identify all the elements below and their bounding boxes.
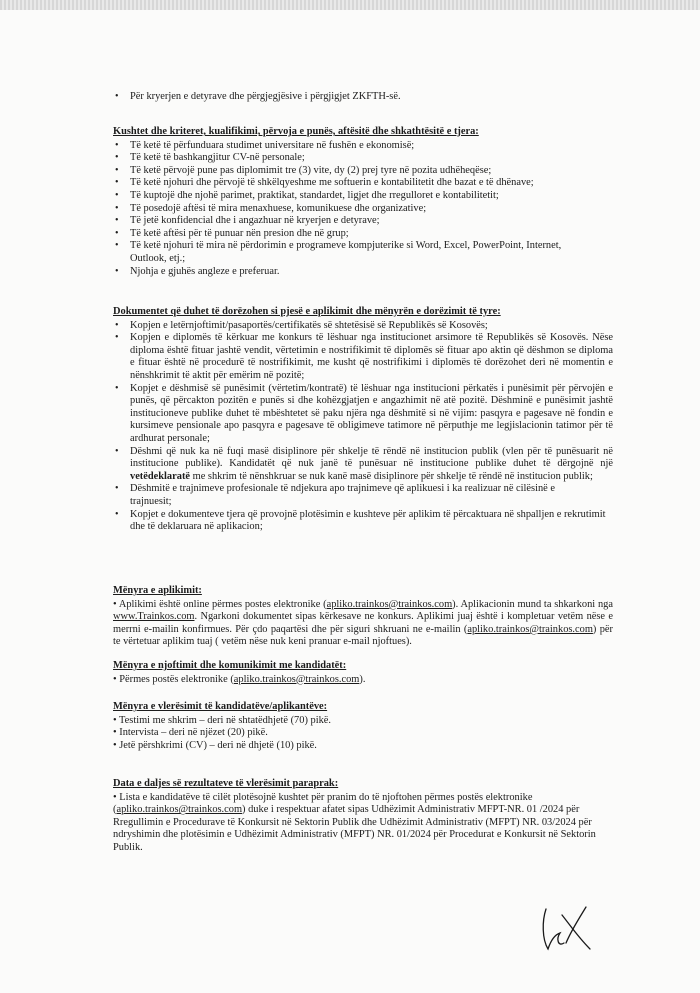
list-item — [113, 446, 613, 484]
scan-edge — [0, 0, 700, 10]
list-item: • Të ketë aftësi për të punuar nën presion dhe në grup; — [113, 228, 613, 241]
application-heading: Mënyra e aplikimit: — [113, 585, 202, 596]
paragraph-text: ). — [359, 673, 366, 685]
email-link[interactable]: apliko.trainkos@trainkos.com — [326, 598, 453, 610]
list-item: • Kopjet e dëshmisë së punësimit (vërtetim/kontratë) të lëshuar nga institucioni përkatës i punësimit për përvojën e punës, që përcakton pozitën e punës si dhe kohëzgjatjen e angazhimit në atë pozitë. Dëshminë e punësimit jashtë institucioneve publike duhet të mbështetet së paku njëra nga dëshmitë si në vijim: pasqyra e pagesave në fondin e kursimeve pensionale apo pasqyra e pagesave të obligimeve tatimore në përputhje me legjislacionin tatimor për të ardhurat personale; — [113, 383, 613, 446]
list-item: • Të kuptojë dhe njohë parimet, praktikat, standardet, ligjet dhe rregulloret e kontabilitetit; — [113, 190, 613, 203]
list-item: • Të ketë të bashkangjitur CV-në personale; — [113, 152, 613, 165]
item-text: Dëshmi që nuk ka në fuqi masë disiplinore për shkelje të rëndë në institucion publik (vlen për të punësuarit në institucione publike). Kandidatët që nuk janë të punësuar në institucione publike duhet të dërgojnë një — [130, 445, 613, 470]
intro-section — [113, 91, 613, 104]
criteria-list — [113, 140, 613, 279]
paragraph-text: . Ngarkoni dokumentet sipas kërkesave ne konkurs. Aplikimi juaj është i kompletuar vetëm nëse e merrni e-mailin konfirmues. Për çdo paqartësi dhe për siguri shkruani ne e-mailin ( — [113, 611, 613, 635]
signature-icon — [540, 903, 595, 955]
email-link[interactable]: apliko.trainkos@trainkos.com — [233, 673, 360, 685]
notification-paragraph — [113, 674, 613, 687]
list-item: • Të ketë të përfunduara studimet universitare në fushën e ekonomisë; — [113, 140, 613, 153]
website-link[interactable]: www.Trainkos.com — [113, 611, 195, 623]
list-item: • Të ketë njohuri dhe përvojë të shkëlqyeshme me softuerin e kontabilitetit dhe bazat e të dhënave; — [113, 177, 613, 190]
list-item: • Kopjen e diplomës të kërkuar me konkurs të lëshuar nga institucionet arsimore të Republikës së Kosovës. Nëse diploma është fituar jashtë vendit, vërtetimin e nostrifikimit të diplomës së fituar apo aktin që dëshmon se diploma e fituar është në procedurë të nostrifikimit, me kusht që nostrifikimi i diplomës të dorëzohet deri në momentin e nënshkrimit të aktit për emërim në pozitë; — [113, 332, 613, 382]
list-item: • Për kryerjen e detyrave dhe përgjegjësive i përgjigjet ZKFTH-së. — [113, 91, 613, 104]
list-item: • Njohja e gjuhës angleze e preferuar. — [113, 266, 613, 279]
item-text: me shkrim të nënshkruar se nuk kanë masë disiplinore për shkelje të rëndë në institucion publik; — [190, 470, 593, 482]
documents-heading: Dokumentet që duhet të dorëzohen si pjesë e aplikimit dhe mënyrën e dorëzimit të tyre: — [113, 306, 501, 317]
criteria-section — [113, 126, 613, 278]
email-link[interactable]: apliko.trainkos@trainkos.com — [116, 804, 243, 816]
results-paragraph — [113, 792, 613, 855]
notification-section — [113, 660, 613, 686]
notification-heading: Mënyra e njoftimit dhe komunikimit me kandidatët: — [113, 660, 347, 671]
application-section — [113, 585, 613, 649]
list-item: • Kopjet e dokumenteve tjera që provojnë plotësimin e kushteve për aplikim të përcaktuara në shpalljen e rekrutimit dhe të deklaruara në aplikacion; — [113, 509, 613, 534]
list-item: • Të ketë njohuri të mira në përdorimin e programeve kompjuterike si Word, Excel, PowerPoint, Internet, Outlook, etj.; — [113, 240, 613, 265]
list-item: • Të posedojë aftësi të mira menaxhuese, komunikuese dhe organizative; — [113, 203, 613, 216]
paragraph-text: ) duke i respektuar afatet sipas Udhëzimit Administrativ MFPT-NR. 01 /2024 për Rregullimin e Procedurave të Konkursit në Sektorin Publik dhe Udhëzimit Administrativ (MFPT) NR. 03/2024 për ndryshimin dhe plotësimin e Udhëzimit Administrativ (MFPT) NR. 01/2024 për Procedurat e Konkursit në Sektorin Publik. — [113, 804, 596, 853]
list-item: • Kopjen e letërnjoftimit/pasaportës/certifikatës së shtetësisë së Republikës së Kosovës; — [113, 320, 613, 333]
paragraph-text: • Aplikimi është online përmes postes elektronike ( — [113, 598, 327, 610]
criteria-heading: Kushtet dhe kriteret, kualifikimi, përvoja e punës, aftësitë dhe shkathtësitë e tjera: — [113, 126, 479, 137]
paragraph-text: ). Aplikacionin mund ta shkarkoni nga — [452, 598, 613, 610]
self-declaration-term: vetëdeklaratë — [130, 470, 191, 482]
list-item: • Të jetë konfidencial dhe i angazhuar në kryerjen e detyrave; — [113, 215, 613, 228]
results-section — [113, 778, 613, 855]
paragraph-text: ) për te vërtetuar aplikim tuaj ( vetëm nëse nuk keni pranuar e-mail njoftues). — [113, 623, 613, 648]
evaluation-line: • Testimi me shkrim – deri në shtatëdhjetë (70) pikë. — [113, 714, 331, 726]
documents-section — [113, 306, 613, 534]
email-link[interactable]: apliko.trainkos@trainkos.com — [467, 623, 593, 635]
list-item: • Dëshmitë e trajnimeve profesionale të ndjekura apo trajnimeve që aplikuesi i ka realizuar në cilësinë e trajnuesit; — [113, 483, 613, 508]
evaluation-section — [113, 701, 613, 752]
evaluation-line: • Jetë përshkrimi (CV) – deri në dhjetë (10) pikë. — [113, 739, 317, 751]
documents-list — [113, 320, 613, 534]
intro-list — [113, 91, 613, 104]
paragraph-text: • Përmes postës elektronike ( — [113, 673, 234, 685]
evaluation-line: • Intervista – deri në njëzet (20) pikë. — [113, 727, 268, 739]
evaluation-heading: Mënyra e vlerësimit të kandidatëve/aplikantëve: — [113, 701, 328, 712]
list-item: • Të ketë përvojë pune pas diplomimit tre (3) vite, dy (2) prej tyre në pozita udhëheqëse; — [113, 165, 613, 178]
paragraph-text: • Lista e kandidatëve të cilët plotësojnë kushtet për pranim do të njoftohen përmes postës elektronike ( — [113, 791, 533, 816]
application-paragraph — [113, 599, 613, 649]
results-heading: Data e daljes së rezultateve të vlerësimit paraprak: — [113, 778, 339, 789]
